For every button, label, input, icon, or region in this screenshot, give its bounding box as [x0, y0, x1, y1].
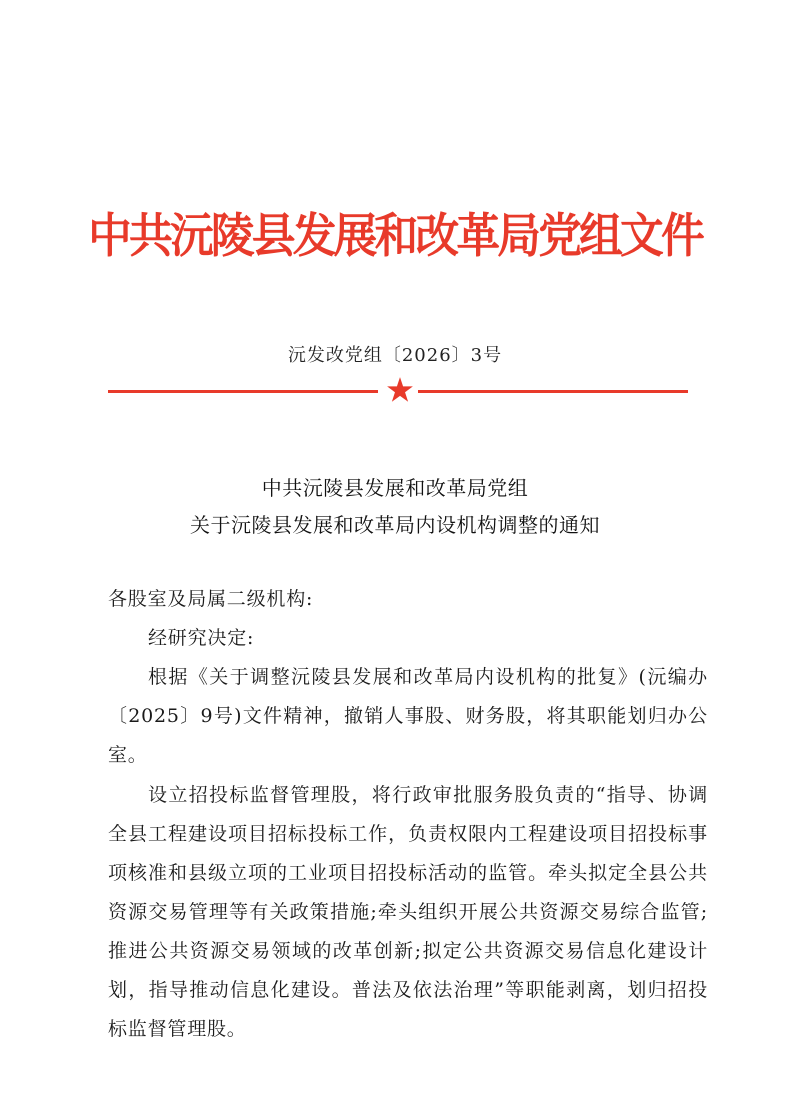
- document-number: 沅发改党组〔2026〕3号: [287, 345, 503, 366]
- paragraph: 设立招投标监督管理股，将行政审批服务股负责的“指导、协调全县工程建设项目招标投标工作，负责权限内工程建设项目招投标事项核准和县级立项的工业项目招投标活动的监管。牵头拟定全县公共资源交易管理等有关政策措施;牵头组织开展公共资源交易综合监管;推进公共资源交易领域的改革创新;拟定公共资源交易信息化建设计划，指导推动信息化建设。普法及依法治理”等职能剥离，划归招投标监督管理股。: [108, 784, 708, 1040]
- letterhead-title: 中共沅陵县发展和改革局党组文件: [88, 209, 702, 264]
- salutation: 各股室及局属二级机构:: [108, 588, 314, 610]
- notice-title-line1: 中共沅陵县发展和改革局党组: [261, 476, 529, 500]
- red-divider-right: [418, 390, 688, 393]
- star-icon: [386, 376, 414, 404]
- paragraph: 根据《关于调整沅陵县发展和改革局内设机构的批复》(沅编办〔2025〕9号)文件精神，撤销人事股、财务股，将其职能划归办公室。: [108, 666, 708, 766]
- red-divider-left: [108, 390, 378, 393]
- paragraph: 经研究决定:: [148, 627, 255, 649]
- notice-title-line2: 关于沅陵县发展和改革局内设机构调整的通知: [190, 513, 600, 537]
